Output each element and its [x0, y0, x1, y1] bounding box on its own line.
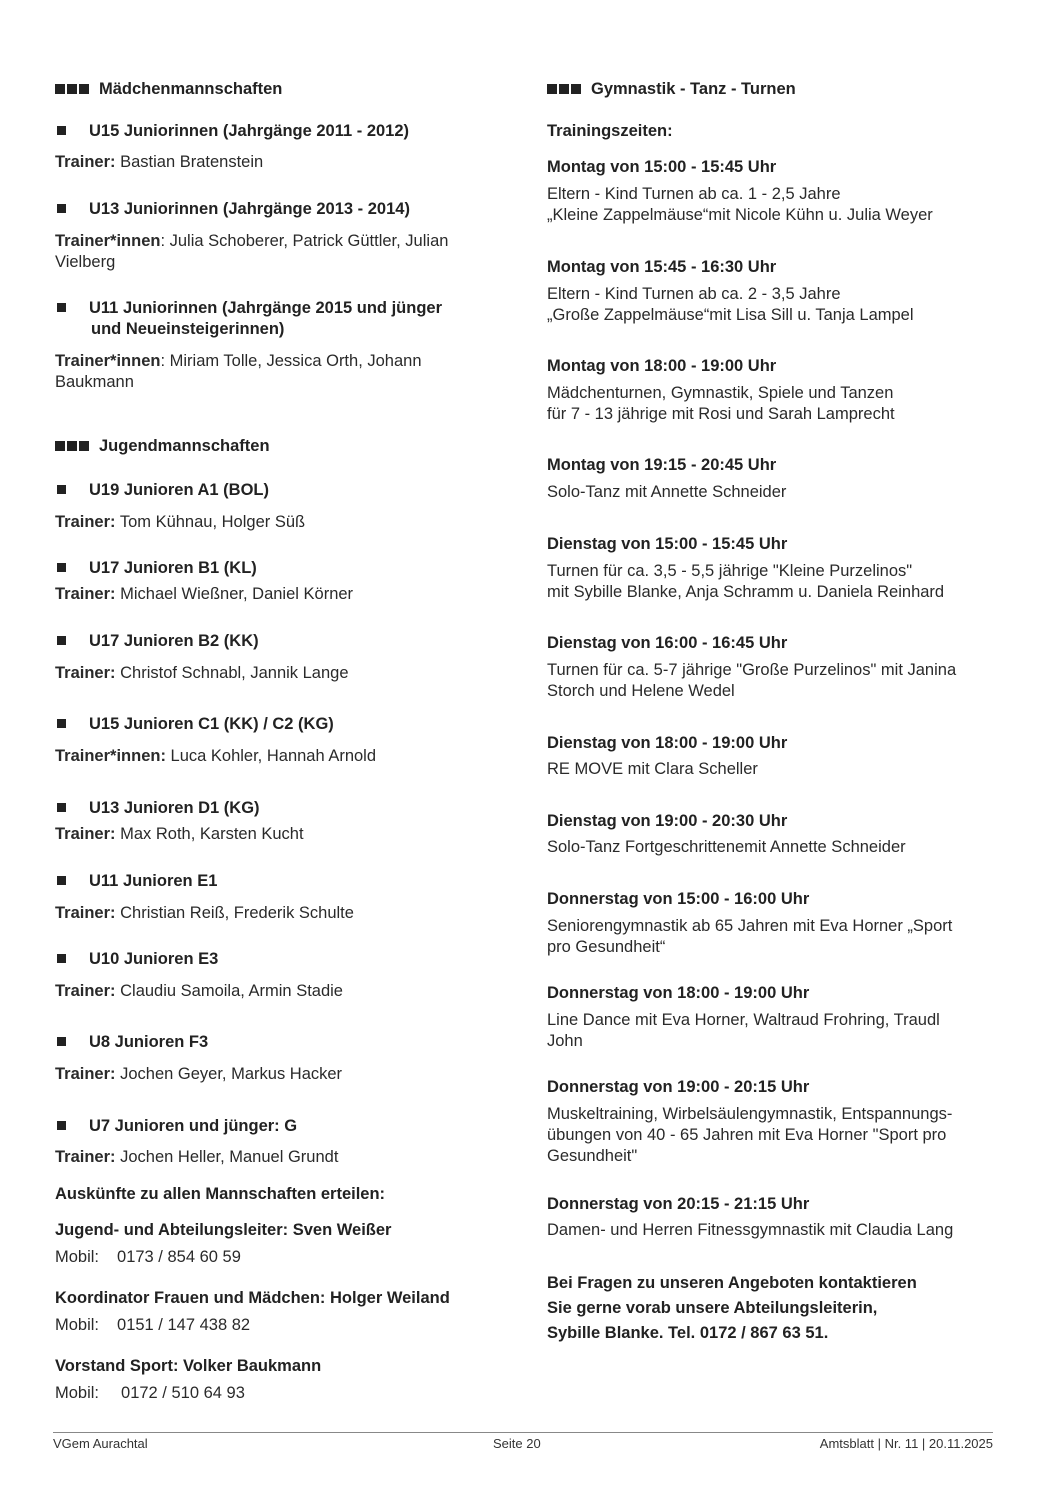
session-time: Montag von 15:45 - 16:30 Uhr — [547, 258, 777, 276]
session-time: Dienstag von 19:00 - 20:30 Uhr — [547, 812, 788, 830]
trainer-line — [55, 1064, 342, 1085]
closing-line: Bei Fragen zu unseren Angeboten kontaktieren — [547, 1274, 917, 1292]
session-desc — [547, 1010, 997, 1052]
contact-phone — [55, 1315, 250, 1336]
team-heading — [57, 299, 442, 318]
session-time: Dienstag von 18:00 - 19:00 Uhr — [547, 734, 788, 752]
training-times-heading: Trainingszeiten: — [547, 122, 673, 140]
closing-line: Sie gerne vorab unsere Abteilungsleiterin, — [547, 1299, 878, 1317]
team-name: U17 Junioren B1 (KL) — [89, 559, 257, 577]
session-time: Donnerstag von 15:00 - 16:00 Uhr — [547, 890, 810, 908]
desc-line: Mädchenturnen, Gymnastik, Spiele und Tanzen — [547, 384, 894, 402]
trainer-names: Claudiu Samoila, Armin Stadie — [115, 982, 343, 1000]
team-heading — [57, 950, 218, 969]
trainer-names: Christian Reiß, Frederik Schulte — [115, 904, 354, 922]
session-desc — [547, 482, 997, 503]
trainer-names: Michael Wießner, Daniel Körner — [115, 585, 354, 603]
trainer-line — [55, 512, 305, 533]
desc-line: Damen- und Herren Fitnessgymnastik mit Claudia Lang — [547, 1221, 954, 1239]
trainer-label: Trainer*innen — [55, 232, 161, 250]
desc-line: Line Dance mit Eva Horner, Waltraud Frohring, Traudl — [547, 1011, 940, 1029]
desc-line: „Kleine Zappelmäuse“mit Nicole Kühn u. Julia Weyer — [547, 206, 933, 224]
trainer-names: Luca Kohler, Hannah Arnold — [165, 747, 377, 765]
trainer-label: Trainer*innen: — [55, 747, 166, 765]
team-heading — [57, 122, 409, 141]
team-heading — [57, 872, 217, 891]
trainer-names: Max Roth, Karsten Kucht — [115, 825, 304, 843]
square-bullet-icon — [57, 126, 66, 135]
phone-number: 0151 / 147 438 82 — [117, 1316, 251, 1334]
desc-line: John — [547, 1032, 583, 1050]
session-time: Donnerstag von 18:00 - 19:00 Uhr — [547, 984, 810, 1002]
session-desc — [547, 383, 997, 425]
team-name: U7 Junioren und jünger: G — [89, 1117, 298, 1135]
mobil-label: Mobil: — [55, 1248, 100, 1266]
team-heading — [57, 632, 259, 651]
trainer-names: Tom Kühnau, Holger Süß — [115, 513, 306, 531]
trainer-names: : Julia Schoberer, Patrick Güttler, Julian Vielberg — [55, 232, 449, 271]
session-desc — [547, 284, 997, 326]
team-name: U15 Juniorinnen (Jahrgänge 2011 - 2012) — [89, 122, 410, 140]
trainer-label: Trainer: — [55, 153, 116, 171]
contact-role: Koordinator Frauen und Mädchen: Holger Weiland — [55, 1289, 450, 1307]
team-name: U13 Junioren D1 (KG) — [89, 799, 260, 817]
desc-line: Eltern - Kind Turnen ab ca. 2 - 3,5 Jahre — [547, 285, 841, 303]
closing-line: Sybille Blanke. Tel. 0172 / 867 63 51. — [547, 1324, 829, 1342]
trainer-names: Christof Schnabl, Jannik Lange — [115, 664, 349, 682]
trainer-names: Jochen Geyer, Markus Hacker — [115, 1065, 343, 1083]
team-heading — [57, 200, 410, 219]
trainer-label: Trainer: — [55, 904, 116, 922]
desc-line: übungen von 40 - 65 Jahren mit Eva Horner "Sport pro — [547, 1126, 947, 1144]
trainer-names: Bastian Bratenstein — [115, 153, 264, 171]
contact-role: Jugend- und Abteilungsleiter: Sven Weißer — [55, 1221, 392, 1239]
desc-line: Eltern - Kind Turnen ab ca. 1 - 2,5 Jahre — [547, 185, 841, 203]
team-name: U19 Junioren A1 (BOL) — [89, 481, 269, 499]
trainer-line — [55, 231, 495, 273]
session-desc — [547, 1220, 997, 1241]
closing-note — [547, 1271, 917, 1346]
session-time: Montag von 18:00 - 19:00 Uhr — [547, 357, 777, 375]
triple-square-icon — [547, 80, 583, 99]
team-name: U17 Junioren B2 (KK) — [89, 632, 259, 650]
desc-line: Turnen für ca. 5-7 jährige "Große Purzelinos" mit Janina — [547, 661, 957, 679]
triple-square-icon — [55, 437, 91, 456]
session-time: Montag von 15:00 - 15:45 Uhr — [547, 158, 777, 176]
session-desc — [547, 916, 997, 958]
session-desc — [547, 759, 997, 780]
session-time: Donnerstag von 20:15 - 21:15 Uhr — [547, 1195, 810, 1213]
section-heading-jugend — [55, 437, 270, 456]
square-bullet-icon — [57, 719, 66, 728]
team-name: U13 Juniorinnen (Jahrgänge 2013 - 2014) — [89, 200, 410, 218]
team-name: U11 Juniorinnen (Jahrgänge 2015 und jünger — [89, 299, 442, 317]
session-desc — [547, 184, 997, 226]
contact-phone — [55, 1247, 241, 1268]
trainer-names: : Miriam Tolle, Jessica Orth, Johann Baukmann — [55, 352, 422, 391]
desc-line: pro Gesundheit“ — [547, 938, 666, 956]
trainer-label: Trainer: — [55, 1148, 116, 1166]
square-bullet-icon — [57, 1121, 66, 1130]
trainer-line — [55, 152, 263, 173]
team-heading-continued: und Neueinsteigerinnen) — [91, 320, 285, 338]
footer-divider — [53, 1432, 993, 1433]
trainer-label: Trainer: — [55, 585, 116, 603]
trainer-label: Trainer: — [55, 513, 116, 531]
square-bullet-icon — [57, 303, 66, 312]
trainer-line — [55, 903, 354, 924]
desc-line: „Große Zappelmäuse“mit Lisa Sill u. Tanja Lampel — [547, 306, 914, 324]
section-title: Jugendmannschaften — [99, 437, 270, 455]
footer-issue: Amtsblatt | Nr. 11 | 20.11.2025 — [819, 1436, 993, 1451]
session-time: Dienstag von 15:00 - 15:45 Uhr — [547, 535, 788, 553]
team-heading — [57, 1117, 297, 1136]
desc-line: mit Sybille Blanke, Anja Schramm u. Daniela Reinhard — [547, 583, 945, 601]
trainer-line — [55, 663, 349, 684]
desc-line: Turnen für ca. 3,5 - 5,5 jährige "Kleine Purzelinos" — [547, 562, 913, 580]
square-bullet-icon — [57, 803, 66, 812]
trainer-label: Trainer: — [55, 982, 116, 1000]
desc-line: Solo-Tanz Fortgeschrittenemit Annette Schneider — [547, 838, 906, 856]
session-time: Montag von 19:15 - 20:45 Uhr — [547, 456, 777, 474]
contact-role: Vorstand Sport: Volker Baukmann — [55, 1357, 322, 1375]
square-bullet-icon — [57, 636, 66, 645]
square-bullet-icon — [57, 204, 66, 213]
phone-number: 0173 / 854 60 59 — [117, 1248, 241, 1266]
team-name: U8 Junioren F3 — [89, 1033, 209, 1051]
session-time: Donnerstag von 19:00 - 20:15 Uhr — [547, 1078, 810, 1096]
session-desc — [547, 561, 997, 603]
session-desc — [547, 837, 997, 858]
section-title: Gymnastik - Tanz - Turnen — [591, 80, 796, 98]
team-heading — [57, 715, 334, 734]
team-heading — [57, 1033, 208, 1052]
team-heading — [57, 559, 257, 578]
mobil-label: Mobil: — [55, 1316, 100, 1334]
desc-line: Muskeltraining, Wirbelsäulengymnastik, Entspannungs- — [547, 1105, 953, 1123]
triple-square-icon — [55, 80, 91, 99]
team-name: U10 Junioren E3 — [89, 950, 219, 968]
section-title: Mädchenmannschaften — [99, 80, 283, 98]
trainer-label: Trainer: — [55, 664, 116, 682]
footer-publisher: VGem Aurachtal — [53, 1436, 148, 1451]
desc-line: für 7 - 13 jährige mit Rosi und Sarah Lamprecht — [547, 405, 895, 423]
desc-line: Solo-Tanz mit Annette Schneider — [547, 483, 787, 501]
square-bullet-icon — [57, 485, 66, 494]
footer-page-number: Seite 20 — [493, 1436, 541, 1451]
team-name: U15 Junioren C1 (KK) / C2 (KG) — [89, 715, 334, 733]
session-desc — [547, 1104, 997, 1167]
trainer-line — [55, 351, 465, 393]
desc-line: Gesundheit" — [547, 1147, 638, 1165]
square-bullet-icon — [57, 954, 66, 963]
trainer-line — [55, 981, 343, 1002]
trainer-line — [55, 584, 353, 605]
trainer-line — [55, 1147, 338, 1168]
desc-line: Seniorengymnastik ab 65 Jahren mit Eva Horner „Sport — [547, 917, 953, 935]
phone-number: 0172 / 510 64 93 — [121, 1384, 245, 1402]
trainer-label: Trainer: — [55, 825, 116, 843]
trainer-names: Jochen Heller, Manuel Grundt — [115, 1148, 339, 1166]
trainer-label: Trainer*innen — [55, 352, 161, 370]
trainer-label: Trainer: — [55, 1065, 116, 1083]
section-heading-gymnastik — [547, 80, 796, 99]
square-bullet-icon — [57, 876, 66, 885]
desc-line: RE MOVE mit Clara Scheller — [547, 760, 758, 778]
team-heading — [57, 481, 269, 500]
section-heading-maedchen — [55, 80, 282, 99]
trainer-line — [55, 746, 376, 767]
mobil-label: Mobil: — [55, 1384, 100, 1402]
session-time: Dienstag von 16:00 - 16:45 Uhr — [547, 634, 788, 652]
desc-line: Storch und Helene Wedel — [547, 682, 735, 700]
info-heading: Auskünfte zu allen Mannschaften erteilen: — [55, 1185, 386, 1203]
square-bullet-icon — [57, 1037, 66, 1046]
square-bullet-icon — [57, 563, 66, 572]
team-name: U11 Junioren E1 — [89, 872, 218, 890]
trainer-line — [55, 824, 304, 845]
contact-phone — [55, 1383, 245, 1404]
team-heading — [57, 799, 260, 818]
session-desc — [547, 660, 997, 702]
